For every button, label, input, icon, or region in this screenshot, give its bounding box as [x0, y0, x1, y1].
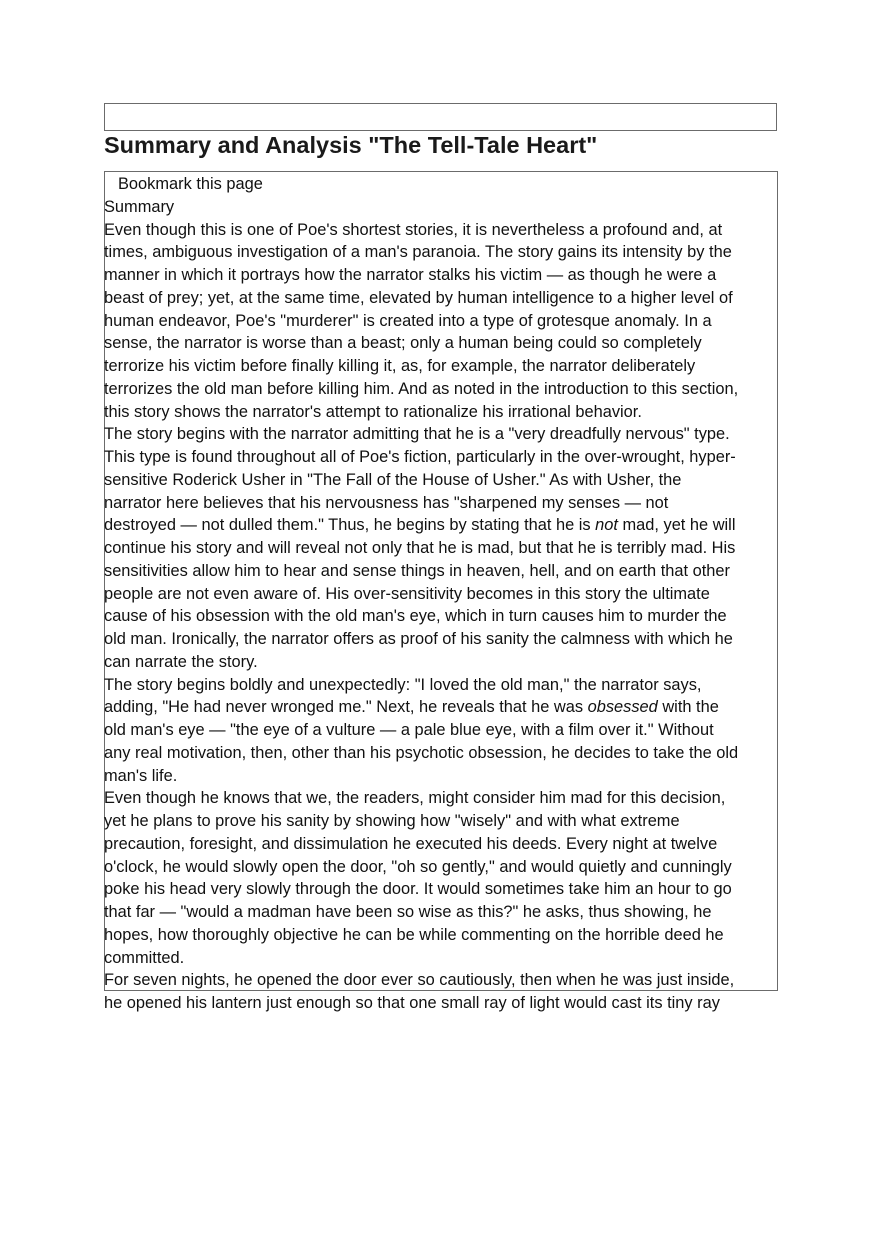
page-title: Summary and Analysis "The Tell-Tale Heart": [104, 132, 598, 158]
text-line: [104, 696, 780, 719]
text-line: [104, 514, 780, 537]
text-line: committed.: [104, 948, 185, 967]
emphasis-text: not: [595, 516, 618, 535]
text-line: terrorizes the old man before killing him. And as noted in the introduction to this section,: [104, 379, 739, 398]
text-line: Even though he knows that we, the readers, might consider him mad for this decision,: [104, 789, 726, 808]
text-line: terrorize his victim before finally killing it, as, for example, the narrator deliberately: [104, 357, 696, 375]
text-segment: mad, yet he will: [617, 516, 736, 535]
text-line: this story shows the narrator's attempt to rationalize his irrational behavior.: [104, 402, 642, 421]
text-line: old man's eye — "the eye of a vulture — a pale blue eye, with a film over it." Without: [104, 721, 714, 739]
text-line: human endeavor, Poe's "murderer" is created into a type of grotesque anomaly. In a: [104, 311, 712, 330]
text-line: old man. Ironically, the narrator offers as proof of his sanity the calmness with which he: [104, 630, 733, 648]
text-line: This type is found throughout all of Poe's fiction, particularly in the over-wrought, hyper-: [104, 448, 736, 466]
bookmark-link[interactable]: Bookmark this page: [118, 175, 263, 193]
paragraph: [104, 969, 780, 1015]
text-line: any real motivation, then, other than his psychotic obsession, he decides to take the old: [104, 743, 739, 762]
text-line: that far — "would a madman have been so wise as this?" he asks, thus showing, he: [104, 903, 712, 921]
paragraph: [104, 423, 780, 673]
text-line: people are not even aware of. His over-sensitivity becomes in this story the ultimate: [104, 584, 710, 603]
text-line: he opened his lantern just enough so that one small ray of light would cast its tiny ray: [104, 994, 720, 1012]
text-line: The story begins boldly and unexpectedly: "I loved the old man," the narrator says,: [104, 675, 702, 694]
paragraph-list: [104, 219, 780, 1015]
text-line: yet he plans to prove his sanity by showing how "wisely" and with what extreme: [104, 812, 680, 830]
section-heading: Summary: [104, 197, 175, 216]
text-line: man's life.: [104, 766, 178, 785]
text-line: manner in which it portrays how the narrator stalks his victim — as though he were a: [104, 266, 717, 284]
text-line: sensitive Roderick Usher in "The Fall of the House of Usher." As with Usher, the: [104, 470, 682, 489]
text-segment: with the: [657, 698, 719, 717]
text-line: Even though this is one of Poe's shortest stories, it is nevertheless a profound and, at: [104, 220, 723, 239]
paragraph: [104, 674, 780, 788]
text-line: can narrate the story.: [104, 652, 258, 671]
text-line: beast of prey; yet, at the same time, elevated by human intelligence to a higher level of: [104, 288, 733, 307]
text-line: poke his head very slowly through the door. It would sometimes take him an hour to go: [104, 880, 732, 899]
emphasis-text: obsessed: [587, 698, 658, 717]
text-line: The story begins with the narrator admitting that he is a "very dreadfully nervous" type.: [104, 425, 730, 444]
text-line: cause of his obsession with the old man's eye, which in turn causes him to murder the: [104, 607, 727, 626]
text-line: times, ambiguous investigation of a man's paranoia. The story gains its intensity by the: [104, 243, 732, 262]
top-empty-frame: [104, 103, 777, 131]
text-line: continue his story and will reveal not only that he is mad, but that he is terribly mad. His: [104, 539, 736, 557]
text-line: For seven nights, he opened the door ever so cautiously, then when he was just inside,: [104, 971, 735, 990]
text-segment: adding, "He had never wronged me." Next, he reveals that he was: [104, 698, 588, 717]
text-segment: destroyed — not dulled them." Thus, he begins by stating that he is: [104, 516, 596, 535]
text-line: sense, the narrator is worse than a beast; only a human being could so completely: [104, 334, 702, 353]
text-line: o'clock, he would slowly open the door, "oh so gently," and would quietly and cunningly: [104, 857, 732, 876]
paragraph: [104, 219, 780, 424]
article-body: [104, 173, 780, 1015]
text-line: precaution, foresight, and dissimulation he executed his deeds. Every night at twelve: [104, 834, 718, 853]
text-line: narrator here believes that his nervousness has "sharpened my senses — not: [104, 493, 669, 512]
text-line: sensitivities allow him to hear and sense things in heaven, hell, and on earth that other: [104, 561, 730, 580]
text-line: hopes, how thoroughly objective he can be while commenting on the horrible deed he: [104, 925, 724, 944]
paragraph: [104, 787, 780, 969]
